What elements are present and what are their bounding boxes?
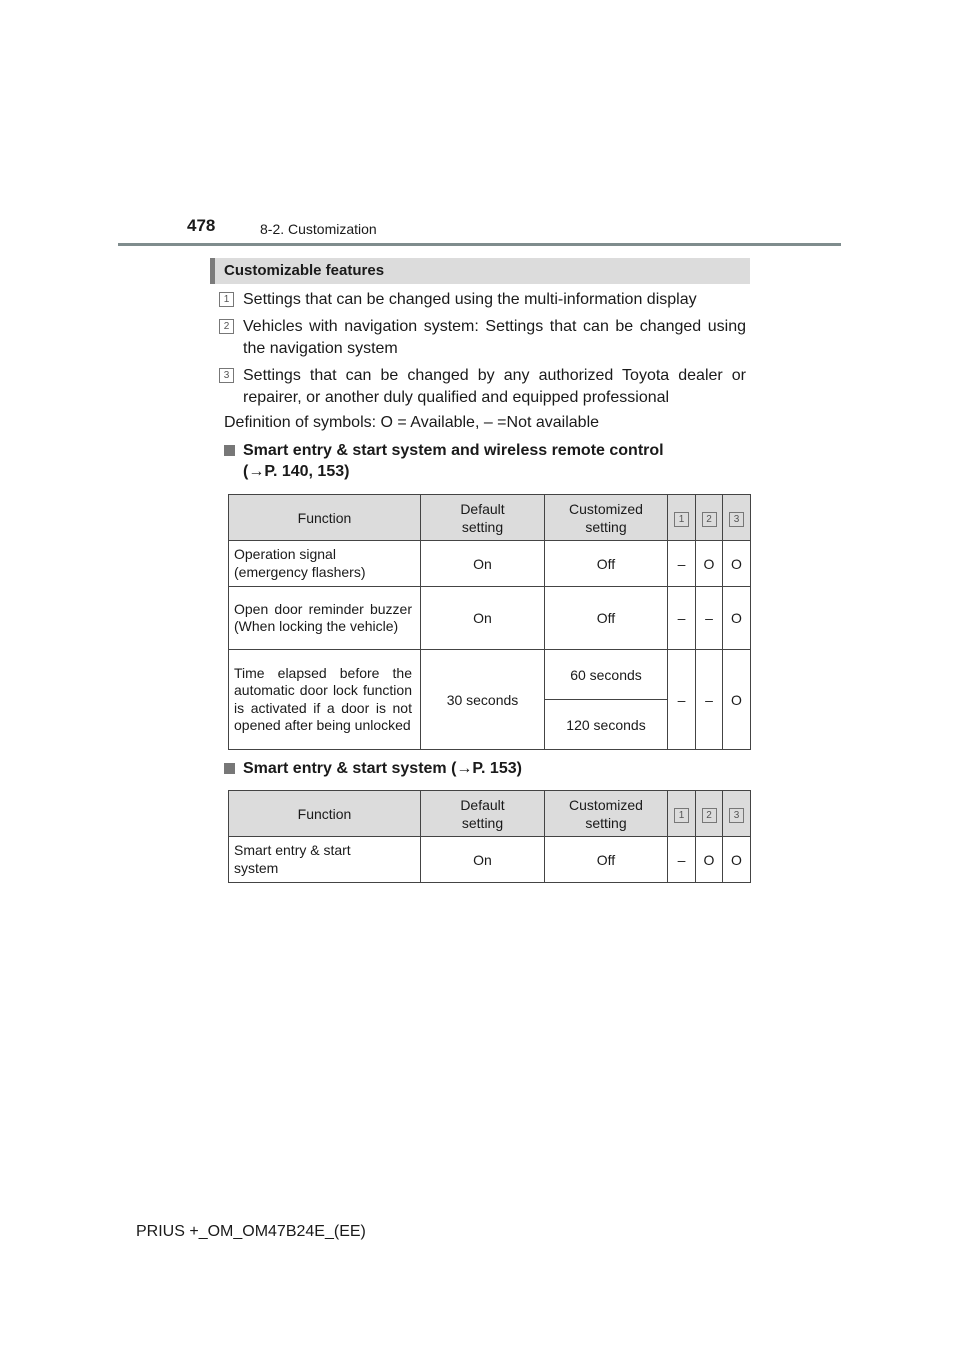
row-c1: – — [668, 650, 696, 750]
table-smart-entry — [228, 790, 751, 883]
table-row — [229, 541, 751, 587]
note-3-text: Settings that can be changed by any authorized Toyota dealer or repairer, or another duly qualified and equipped professional — [243, 367, 746, 406]
number-badge-1: 1 — [219, 292, 234, 307]
row-c3: O — [723, 541, 751, 587]
header-col-1 — [668, 495, 696, 541]
row-c3: O — [723, 837, 751, 883]
section1-title-line2: (→P. 140, 153) — [243, 463, 350, 480]
number-badge-3: 3 — [729, 512, 744, 527]
header-rule — [118, 243, 841, 246]
note-3 — [222, 365, 746, 409]
table-header-row — [229, 791, 751, 837]
customizable-features-band — [210, 258, 750, 284]
row-default: On — [421, 541, 545, 587]
section1-title-line1: Smart entry & start system and wireless remote control — [243, 442, 664, 459]
row-function: Smart entry & start system — [229, 837, 421, 883]
note-1 — [222, 289, 746, 311]
row-c1: – — [668, 837, 696, 883]
symbol-definition: Definition of symbols: O = Available, – =Not available — [224, 414, 600, 431]
note-2-text: Vehicles with navigation system: Settings that can be changed using the navigation system — [243, 318, 746, 357]
number-badge-2: 2 — [702, 808, 717, 823]
header-function: Function — [229, 495, 421, 541]
table-row — [229, 587, 751, 650]
header-col-3 — [723, 791, 751, 837]
header-default: Default setting — [421, 495, 545, 541]
note-1-text: Settings that can be changed using the multi-information display — [243, 291, 697, 308]
header-customized: Customized setting — [545, 791, 668, 837]
row-function: Operation signal (emergency flashers) — [229, 541, 421, 587]
note-2 — [222, 316, 746, 360]
row-c2: – — [696, 587, 723, 650]
header-customized: Customized setting — [545, 495, 668, 541]
row-c2: O — [696, 837, 723, 883]
number-badge-2: 2 — [219, 319, 234, 334]
number-badge-1: 1 — [674, 512, 689, 527]
header-col-1 — [668, 791, 696, 837]
row-function: Time elapsed before the automatic door lock function is activated if a door is not opened after being unlocked — [229, 650, 421, 750]
row-default: On — [421, 837, 545, 883]
header-col-2 — [696, 495, 723, 541]
row-customized-option-2: 120 seconds — [545, 700, 668, 750]
page-number: 478 — [187, 216, 216, 235]
row-c3: O — [723, 650, 751, 750]
row-customized: Off — [545, 587, 668, 650]
header-col-3 — [723, 495, 751, 541]
row-customized: Off — [545, 541, 668, 587]
header-col-2 — [696, 791, 723, 837]
table-row — [229, 650, 751, 700]
row-c1: – — [668, 541, 696, 587]
number-badge-1: 1 — [674, 808, 689, 823]
header-function: Function — [229, 791, 421, 837]
row-default: 30 seconds — [421, 650, 545, 750]
table-header-row — [229, 495, 751, 541]
table-smart-entry-remote — [228, 494, 751, 750]
row-c2: O — [696, 541, 723, 587]
row-default: On — [421, 587, 545, 650]
number-badge-3: 3 — [219, 368, 234, 383]
row-c3: O — [723, 587, 751, 650]
row-c1: – — [668, 587, 696, 650]
footer-doc-code: PRIUS +_OM_OM47B24E_(EE) — [136, 1223, 366, 1240]
row-customized-option-1: 60 seconds — [545, 650, 668, 700]
header-default: Default setting — [421, 791, 545, 837]
row-customized: Off — [545, 837, 668, 883]
section2-heading — [224, 758, 522, 779]
section-title: 8-2. Customization — [260, 221, 377, 237]
square-bullet-icon — [224, 763, 235, 774]
band-title: Customizable features — [224, 262, 385, 279]
number-badge-2: 2 — [702, 512, 717, 527]
row-function: Open door reminder buzzer (When locking the vehicle) — [229, 587, 421, 650]
section2-title: Smart entry & start system (→P. 153) — [243, 760, 522, 777]
square-bullet-icon — [224, 445, 235, 456]
table-row — [229, 837, 751, 883]
number-badge-3: 3 — [729, 808, 744, 823]
row-c2: – — [696, 650, 723, 750]
section1-heading — [224, 440, 664, 482]
